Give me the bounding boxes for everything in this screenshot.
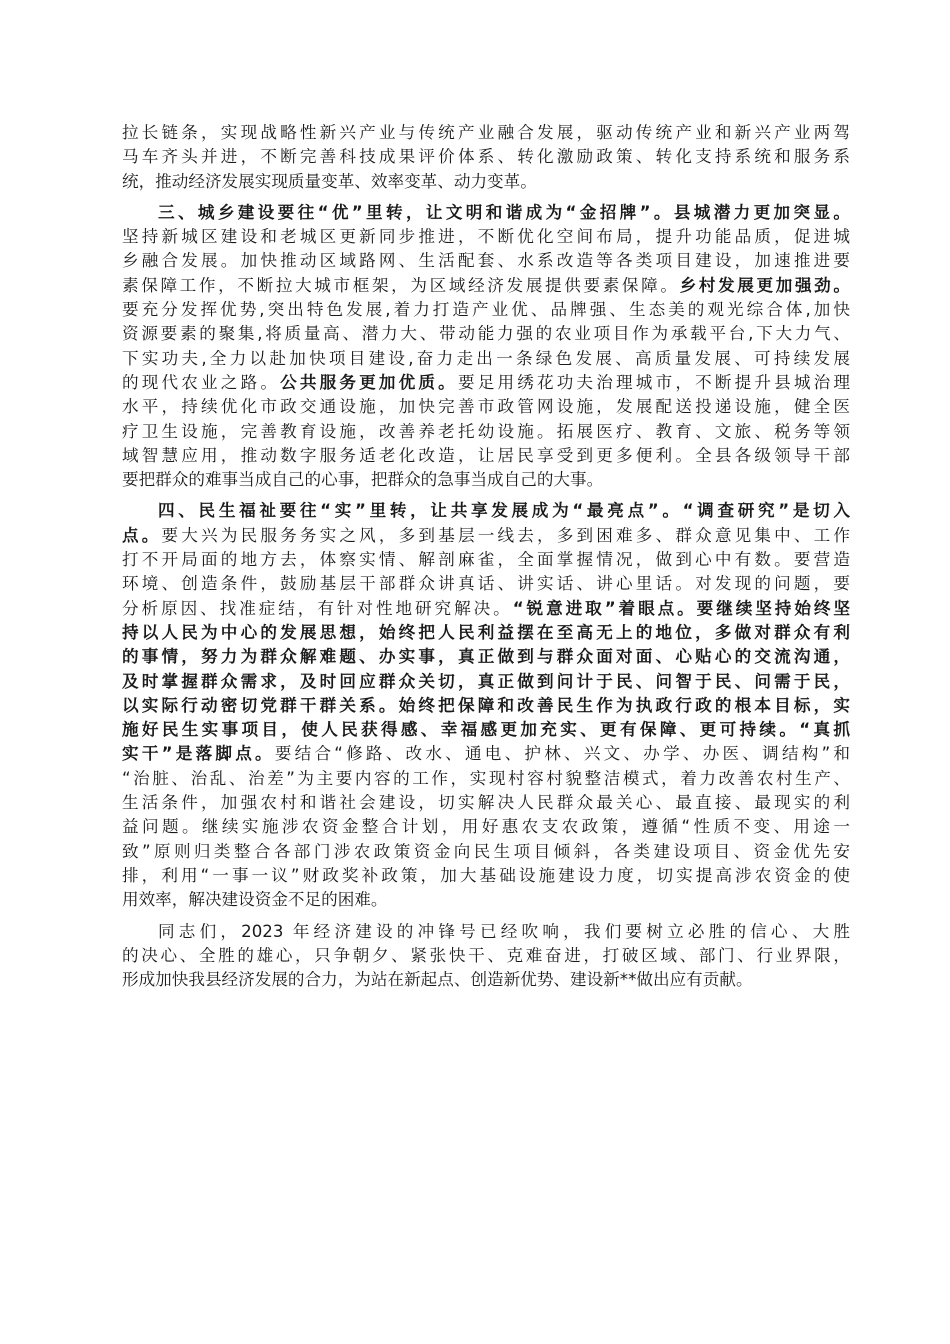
text-line bbox=[122, 395, 850, 419]
text-line bbox=[122, 968, 850, 992]
text-run: 要把群众的难事当成自己的心事，把群众的急事当成自己的大事。 bbox=[122, 470, 604, 490]
text-run: 坚持新城区建设和老城区更新同步推进，不断优化空间布局，提升功能品质，促进城 bbox=[122, 227, 850, 247]
text-line bbox=[122, 718, 850, 742]
bold-text: “锐意进取”着眼点。要继续坚持始终坚 bbox=[512, 598, 851, 618]
paragraph bbox=[122, 499, 850, 912]
text-line bbox=[122, 524, 850, 548]
text-run: 致”原则归类整合各部门涉农政策资金向民生项目倾斜，各类建设项目、资金优先安 bbox=[122, 841, 850, 861]
bold-text: 实干”是落脚点。 bbox=[122, 744, 275, 764]
text-line bbox=[122, 791, 850, 815]
text-run: 分析原因、找准症结，有针对性地研究解决。 bbox=[122, 598, 513, 618]
text-line bbox=[122, 371, 850, 395]
bold-text: 公共服务更加优质。 bbox=[280, 372, 458, 392]
text-line bbox=[122, 888, 850, 912]
text-line bbox=[122, 298, 850, 322]
text-run: 的现代农业之路。 bbox=[122, 372, 281, 392]
text-line bbox=[122, 694, 850, 718]
text-line bbox=[122, 645, 850, 669]
text-run: 排，利用“一事一议”财政奖补政策，加大基础设施建设力度，切实提高涉农资金的使 bbox=[122, 865, 850, 885]
text-line bbox=[122, 572, 850, 596]
text-line bbox=[122, 815, 850, 839]
text-line bbox=[122, 767, 850, 791]
text-run: 同志们，2023 年经济建设的冲锋号已经吹响，我们要树立必胜的信心、大胜 bbox=[158, 921, 850, 941]
text-run: 素保障工作，不断拉大城市框架，为区域经济发展提供要素保障。 bbox=[122, 275, 680, 295]
text-run: 统，推动经济发展实现质量变革、效率变革、动力变革。 bbox=[122, 171, 537, 191]
text-run: 要大兴为民服务务实之风，多到基层一线去，多到困难多、群众意见集中、工作 bbox=[161, 525, 851, 545]
text-line bbox=[122, 944, 850, 968]
text-run: 环境、创造条件，鼓励基层干部群众讲真话、讲实话、讲心里话。对发现的问题，要 bbox=[122, 574, 850, 594]
text-run: 乡融合发展。加快推动区域路网、生活配套、水系改造等各类项目建设，加速推进要 bbox=[122, 251, 850, 271]
text-line bbox=[122, 170, 850, 194]
text-line bbox=[122, 597, 850, 621]
text-line bbox=[122, 548, 850, 572]
paragraph-gap bbox=[122, 194, 850, 201]
paragraph bbox=[122, 920, 850, 993]
paragraph-gap bbox=[122, 492, 850, 499]
paragraph-gap bbox=[122, 913, 850, 920]
text-run: 要充分发挥优势,突出特色发展,着力打造产业优、品牌强、生态美的观光综合体,加快 bbox=[122, 300, 850, 320]
text-run: 要结合“修路、改水、通电、护林、兴文、办学、办医、调结构”和 bbox=[274, 744, 851, 764]
document-page bbox=[122, 121, 850, 992]
bold-text: 三、城乡建设要往“优”里转，让文明和谐成为“金招牌”。县城潜力更加突显。 bbox=[158, 202, 850, 222]
text-run: 马车齐头并进，不断完善科技成果评价体系、转化激励政策、转化支持系统和服务系 bbox=[122, 147, 850, 167]
bold-text: 点。 bbox=[122, 525, 162, 545]
bold-text: 的事情，努力为群众解难题、办实事，真正做到与群众面对面、心贴心的交流沟通， bbox=[122, 647, 850, 667]
text-line bbox=[122, 322, 850, 346]
text-run: 用效率，解决建设资金不足的困难。 bbox=[122, 890, 388, 910]
text-run: 水平，持续优化市政交通设施，加快完善市政管网设施，发展配送投递设施，健全医 bbox=[122, 397, 850, 417]
text-line bbox=[122, 742, 850, 766]
text-line bbox=[122, 621, 850, 645]
text-run: 下实功夫,全力以赴加快项目建设,奋力走出一条绿色发展、高质量发展、可持续发展 bbox=[122, 348, 850, 368]
bold-text: 乡村发展更加强劲。 bbox=[679, 275, 851, 295]
document-body bbox=[122, 121, 850, 992]
text-line bbox=[122, 347, 850, 371]
paragraph bbox=[122, 121, 850, 194]
text-run: 疗卫生设施，完善教育设施，改善养老托幼设施。拓展医疗、教育、文旅、税务等领 bbox=[122, 421, 850, 441]
text-run: 资源要素的聚集,将质量高、潜力大、带动能力强的农业项目作为承载平台,下大力气、 bbox=[122, 324, 850, 344]
bold-text: 及时掌握群众需求，及时回应群众关切，真正做到问计于民、问智于民、问需于民， bbox=[122, 671, 850, 691]
text-line bbox=[122, 121, 850, 145]
bold-text: 施好民生实事项目，使人民获得感、幸福感更加充实、更有保障、更可持续。“真抓 bbox=[122, 720, 850, 740]
bold-text: 以实际行动密切党群干群关系。始终把保障和改善民生作为执政行政的根本目标，实 bbox=[122, 695, 850, 715]
bold-text: 四、民生福祉要往“实”里转，让共享发展成为“最亮点”。“调查研究”是切入 bbox=[158, 501, 850, 521]
text-run: “治脏、治乱、治差”为主要内容的工作，实现村容村貌整洁模式，着力改善农村生产、 bbox=[122, 768, 850, 788]
paragraph bbox=[122, 201, 850, 493]
text-line bbox=[122, 249, 850, 273]
text-line bbox=[122, 920, 850, 944]
text-run: 打不开局面的地方去，体察实情、解剖麻雀，全面掌握情况，做到心中有数。要营造 bbox=[122, 550, 850, 570]
text-line bbox=[122, 499, 850, 523]
text-run: 要足用绣花功夫治理城市，不断提升县城治理 bbox=[457, 372, 851, 392]
text-run: 形成加快我县经济发展的合力，为站在新起点、创造新优势、建设新**做出应有贡献。 bbox=[122, 970, 753, 990]
text-line bbox=[122, 225, 850, 249]
text-line bbox=[122, 145, 850, 169]
text-line bbox=[122, 864, 850, 888]
text-line bbox=[122, 201, 850, 225]
text-run: 益问题。继续实施涉农资金整合计划，用好惠农支农政策，遵循“性质不变、用途一 bbox=[122, 817, 850, 837]
text-line bbox=[122, 444, 850, 468]
text-run: 生活条件，加强农村和谐社会建设，切实解决人民群众最关心、最直接、最现实的利 bbox=[122, 793, 850, 813]
text-run: 拉长链条，实现战略性新兴产业与传统产业融合发展，驱动传统产业和新兴产业两驾 bbox=[122, 123, 850, 142]
text-line bbox=[122, 274, 850, 298]
text-line bbox=[122, 420, 850, 444]
text-line bbox=[122, 468, 850, 492]
text-run: 域智慧应用，推动数字服务适老化改造，让居民享受到更多便利。全县各级领导干部 bbox=[122, 445, 850, 465]
text-line bbox=[122, 840, 850, 864]
text-line bbox=[122, 670, 850, 694]
bold-text: 持以人民为中心的发展思想，始终把人民利益摆在至高无上的地位，多做对群众有利 bbox=[122, 622, 850, 642]
text-run: 的决心、全胜的雄心，只争朝夕、紧张快干、克难奋进，打破区域、部门、行业界限， bbox=[122, 945, 850, 965]
